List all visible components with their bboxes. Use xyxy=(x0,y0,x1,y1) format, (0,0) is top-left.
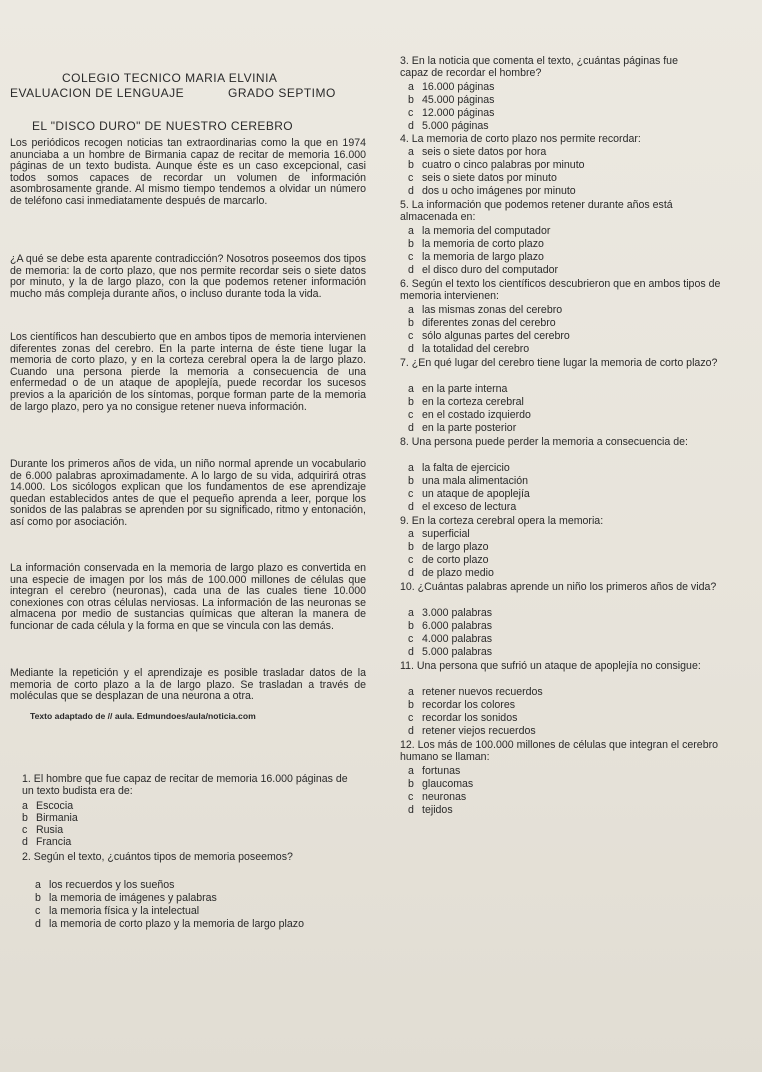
option-text: sólo algunas partes del cerebro xyxy=(422,330,570,342)
q8-option-b[interactable] xyxy=(408,476,528,488)
question-2: 2. Según el texto, ¿cuántos tipos de memoria poseemos? xyxy=(22,851,293,863)
q10-option-c[interactable] xyxy=(408,634,492,646)
option-text: seis o siete datos por minuto xyxy=(422,172,557,184)
q11-option-c[interactable] xyxy=(408,713,517,725)
q2-option-d[interactable] xyxy=(35,919,355,931)
q8-option-c[interactable] xyxy=(408,489,530,501)
q11-option-b[interactable] xyxy=(408,700,515,712)
option-text: retener nuevos recuerdos xyxy=(422,686,543,698)
option-text: Francia xyxy=(36,836,72,848)
q7-option-b[interactable] xyxy=(408,397,524,409)
option-text: cuatro o cinco palabras por minuto xyxy=(422,159,585,171)
article-paragraph xyxy=(10,459,366,529)
article-paragraph xyxy=(10,254,366,300)
option-letter: a xyxy=(35,879,41,891)
option-text: el disco duro del computador xyxy=(422,264,559,276)
option-letter: c xyxy=(408,633,414,645)
option-letter: b xyxy=(408,317,414,329)
option-text: tejidos xyxy=(422,804,453,816)
option-letter: a xyxy=(408,686,414,698)
option-letter: b xyxy=(408,778,414,790)
option-letter: a xyxy=(408,146,414,158)
option-letter: c xyxy=(408,712,414,724)
option-letter: b xyxy=(408,159,414,171)
option-text: una mala alimentación xyxy=(422,475,528,487)
exam-subject: EVALUACION DE LENGUAJE xyxy=(10,86,185,100)
question-11: 11. Una persona que sufrió un ataque de apoplejía no consigue: xyxy=(400,660,701,672)
option-text: 12.000 páginas xyxy=(422,107,495,119)
paragraph-text: ¿A qué se debe esta aparente contradicción? Nosotros poseemos dos tipos de memoria: la de corto plazo, que nos permite recordar seis o siete datos por minuto, y la de largo plazo, con la que podemos retener información mucho más compleja durante años, o incluso durante toda la vida. xyxy=(10,253,366,300)
option-text: retener viejos recuerdos xyxy=(422,725,536,737)
option-text: en la parte posterior xyxy=(422,422,517,434)
article-paragraph xyxy=(10,668,366,703)
q1-option-b[interactable] xyxy=(22,813,78,825)
option-letter: b xyxy=(408,94,414,106)
option-letter: d xyxy=(22,836,28,848)
option-letter: b xyxy=(408,699,414,711)
option-letter: b xyxy=(22,812,28,824)
q1-option-d[interactable] xyxy=(22,837,71,849)
q12-option-a[interactable] xyxy=(408,766,460,778)
paragraph-text: Durante los primeros años de vida, un niño normal aprende un vocabulario de 6.000 palabras aproximadamente. A lo largo de su vida, adquirirá otras 14.000. Los sicólogos explican que los fundamentos de ese aprendizaje quedan establecidos antes de que el pequeño aprenda a leer, porque los sonidos de las palabras se aprenden por su significado, ritmo y entonación, así como por asociación. xyxy=(10,458,366,528)
option-letter: c xyxy=(408,107,414,119)
option-letter: b xyxy=(408,475,414,487)
option-letter: d xyxy=(408,264,414,276)
q5-option-d[interactable] xyxy=(408,265,558,277)
paragraph-text: Los científicos han descubierto que en ambos tipos de memoria intervienen diferentes zonas del cerebro. En la parte interna de éste tiene lugar la memoria de corto plazo, y en la corteza cerebral opera la de largo plazo. Cuando una persona pierde la memoria a consecuencia de una enfermedad o de un ataque de apoplejía, puede recordar los sucesos previos a la aparición de los síntomas, porque forman parte de la memoria de largo plazo, pero ya no consigue retener nueva información. xyxy=(10,331,366,413)
q1-option-c[interactable] xyxy=(22,825,63,837)
option-letter: b xyxy=(408,541,414,553)
q7-option-d[interactable] xyxy=(408,423,516,435)
article-paragraph xyxy=(10,332,366,413)
q12-option-c[interactable] xyxy=(408,792,466,804)
option-letter: a xyxy=(408,462,414,474)
option-text: Birmania xyxy=(36,812,78,824)
question-3: 3. En la noticia que comenta el texto, ¿cuántas páginas fue capaz de recordar el hombre? xyxy=(400,55,678,79)
option-letter: c xyxy=(408,172,414,184)
q4-option-d[interactable] xyxy=(408,186,576,198)
option-text: la memoria del computador xyxy=(422,225,551,237)
q2-option-b[interactable] xyxy=(35,893,217,905)
q5-option-b[interactable] xyxy=(408,239,544,251)
q9-option-b[interactable] xyxy=(408,542,489,554)
option-text: en la parte interna xyxy=(422,383,508,395)
option-text: superficial xyxy=(422,528,470,540)
option-letter: c xyxy=(408,488,414,500)
q12-option-b[interactable] xyxy=(408,779,473,791)
q10-option-b[interactable] xyxy=(408,621,492,633)
option-text: de corto plazo xyxy=(422,554,489,566)
q3-option-a[interactable] xyxy=(408,82,494,94)
q6-option-c[interactable] xyxy=(408,331,570,343)
option-letter: b xyxy=(408,620,414,632)
option-text: la memoria de imágenes y palabras xyxy=(49,892,217,904)
q8-option-a[interactable] xyxy=(408,463,510,475)
q6-option-a[interactable] xyxy=(408,305,562,317)
option-letter: b xyxy=(408,396,414,408)
option-letter: b xyxy=(408,238,414,250)
exam-grade: GRADO SEPTIMO xyxy=(228,86,336,100)
option-letter: d xyxy=(408,804,414,816)
q1-option-a[interactable] xyxy=(22,801,73,813)
option-letter: d xyxy=(35,918,41,930)
option-text: 5.000 páginas xyxy=(422,120,489,132)
option-text: 5.000 palabras xyxy=(422,646,493,658)
option-text: el exceso de lectura xyxy=(422,501,517,513)
option-letter: b xyxy=(35,892,41,904)
q3-option-d[interactable] xyxy=(408,121,489,133)
question-12: 12. Los más de 100.000 millones de células que integran el cerebro humano se llaman: xyxy=(400,739,719,763)
school-name: COLEGIO TECNICO MARIA ELVINIA xyxy=(62,71,278,85)
option-text: la memoria física y la intelectual xyxy=(49,905,200,917)
option-text: seis o siete datos por hora xyxy=(422,146,547,158)
question-5: 5. La información que podemos retener durante años está almacenada en: xyxy=(400,199,673,223)
option-letter: d xyxy=(408,501,414,513)
option-letter: d xyxy=(408,725,414,737)
q9-option-c[interactable] xyxy=(408,555,489,567)
question-8: 8. Una persona puede perder la memoria a consecuencia de: xyxy=(400,436,688,448)
option-letter: c xyxy=(35,905,41,917)
option-letter: a xyxy=(408,304,414,316)
option-letter: a xyxy=(408,528,414,540)
option-letter: a xyxy=(408,383,414,395)
option-text: recordar los sonidos xyxy=(422,712,518,724)
option-text: en la corteza cerebral xyxy=(422,396,524,408)
question-10: 10. ¿Cuántas palabras aprende un niño los primeros años de vida? xyxy=(400,581,717,593)
option-letter: a xyxy=(408,225,414,237)
q4-option-b[interactable] xyxy=(408,160,585,172)
option-letter: a xyxy=(22,800,28,812)
paragraph-text: La información conservada en la memoria de largo plazo es convertida en una especie de imagen por los más de 100.000 millones de células que integran el cerebro (neuronas), cada una de las cuales tiene 10.000 conexiones con otras células nerviosas. La información de las neuronas se almacena por medio de sustancias químicas que alteran la manera de funcionar de cada célula y la forma en que se vincula con las demás. xyxy=(10,562,366,632)
q2-option-a[interactable] xyxy=(35,880,174,892)
option-text: 45.000 páginas xyxy=(422,94,495,106)
q3-option-b[interactable] xyxy=(408,95,494,107)
option-text: fortunas xyxy=(422,765,461,777)
option-text: 16.000 páginas xyxy=(422,81,495,93)
article-paragraph xyxy=(10,563,366,633)
option-letter: d xyxy=(408,185,414,197)
q5-option-a[interactable] xyxy=(408,226,550,238)
option-letter: a xyxy=(408,81,414,93)
option-text: 4.000 palabras xyxy=(422,633,493,645)
option-text: la totalidad del cerebro xyxy=(422,343,530,355)
option-text: 6.000 palabras xyxy=(422,620,493,632)
question-7: 7. ¿En qué lugar del cerebro tiene lugar la memoria de corto plazo? xyxy=(400,357,718,369)
option-letter: d xyxy=(408,646,414,658)
q12-option-d[interactable] xyxy=(408,805,453,817)
option-text: Rusia xyxy=(36,824,64,836)
article-paragraph xyxy=(10,138,366,208)
q4-option-c[interactable] xyxy=(408,173,557,185)
option-letter: c xyxy=(408,251,414,263)
q8-option-d[interactable] xyxy=(408,502,516,514)
q9-option-d[interactable] xyxy=(408,568,494,580)
paragraph-text: Mediante la repetición y el aprendizaje es posible trasladar datos de la memoria de corto plazo a la de largo plazo. Se trasladan a través de moléculas que se desplazan de una neurona a otra. xyxy=(10,667,366,703)
q7-option-a[interactable] xyxy=(408,384,507,396)
q2-option-c[interactable] xyxy=(35,906,199,918)
option-letter: d xyxy=(408,343,414,355)
q10-option-a[interactable] xyxy=(408,608,492,620)
option-text: Escocia xyxy=(36,800,74,812)
option-letter: c xyxy=(408,791,414,803)
option-text: la memoria de corto plazo xyxy=(422,238,544,250)
option-letter: d xyxy=(408,120,414,132)
option-text: un ataque de apoplejía xyxy=(422,488,530,500)
q6-option-b[interactable] xyxy=(408,318,556,330)
paragraph-text: Los periódicos recogen noticias tan extraordinarias como la que en 1974 anunciaba a un hombre de Birmania capaz de recitar de memoria 16.000 páginas de un texto budista. Aunque éste es un caso excepcional, casi todos somos capaces de recordar un volumen de información asombrosamente grande. Al mismo tiempo tendemos a olvidar un número de teléfono casi inmediatamente después de marcarlo. xyxy=(10,137,366,207)
option-text: en el costado izquierdo xyxy=(422,409,531,421)
q3-option-c[interactable] xyxy=(408,108,494,120)
question-9: 9. En la corteza cerebral opera la memoria: xyxy=(400,515,604,527)
option-letter: d xyxy=(408,422,414,434)
option-letter: c xyxy=(408,554,414,566)
option-text: dos u ocho imágenes por minuto xyxy=(422,185,576,197)
option-text: las mismas zonas del cerebro xyxy=(422,304,563,316)
option-text: neuronas xyxy=(422,791,467,803)
question-1: 1. El hombre que fue capaz de recitar de memoria 16.000 páginas de un texto budista era de: xyxy=(22,773,348,797)
option-text: de largo plazo xyxy=(422,541,489,553)
option-letter: c xyxy=(22,824,28,836)
option-letter: c xyxy=(408,409,414,421)
option-text: la falta de ejercicio xyxy=(422,462,510,474)
q6-option-d[interactable] xyxy=(408,344,529,356)
option-letter: a xyxy=(408,607,414,619)
q11-option-d[interactable] xyxy=(408,726,536,738)
question-6: 6. Según el texto los científicos descubrieron que en ambos tipos de memoria intervienen: xyxy=(400,278,721,302)
option-text: los recuerdos y los sueños xyxy=(49,879,175,891)
option-text: la memoria de largo plazo xyxy=(422,251,544,263)
article-title: EL "DISCO DURO" DE NUESTRO CEREBRO xyxy=(32,119,294,133)
q10-option-d[interactable] xyxy=(408,647,492,659)
article-source: Texto adaptado de // aula. Edmundoes/aula/noticia.com xyxy=(30,711,256,721)
q5-option-c[interactable] xyxy=(408,252,544,264)
option-letter: c xyxy=(408,330,414,342)
option-text: de plazo medio xyxy=(422,567,494,579)
option-text: recordar los colores xyxy=(422,699,516,711)
option-letter: d xyxy=(408,567,414,579)
q4-option-a[interactable] xyxy=(408,147,546,159)
question-4: 4. La memoria de corto plazo nos permite recordar: xyxy=(400,133,641,145)
option-text: la memoria de corto plazo y la memoria de largo plazo xyxy=(49,918,304,930)
q7-option-c[interactable] xyxy=(408,410,531,422)
q11-option-a[interactable] xyxy=(408,687,543,699)
option-text: 3.000 palabras xyxy=(422,607,493,619)
q9-option-a[interactable] xyxy=(408,529,470,541)
option-letter: a xyxy=(408,765,414,777)
option-text: glaucomas xyxy=(422,778,474,790)
option-text: diferentes zonas del cerebro xyxy=(422,317,556,329)
